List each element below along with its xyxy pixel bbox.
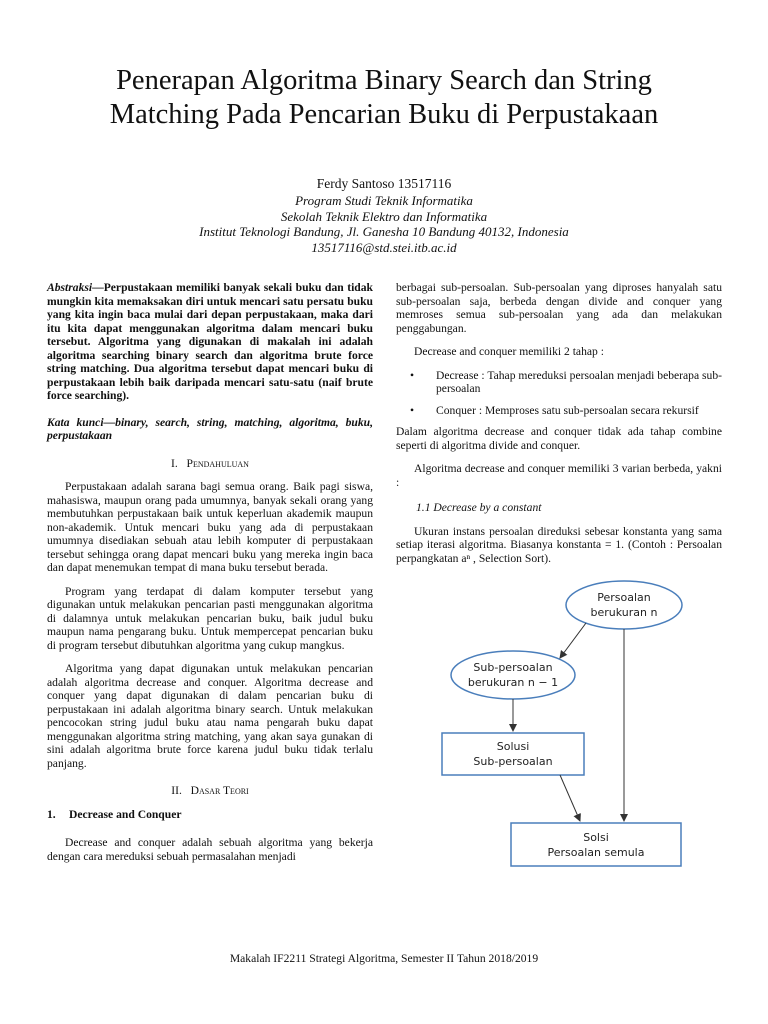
node-label-line: Persoalan semula	[547, 846, 645, 859]
paper-title	[40, 64, 728, 132]
intro-paragraph: Algoritma yang dapat digunakan untuk melakukan pencarian adalah algoritma decrease and conquer. Algoritma decrease and conquer yang dapat digunakan di dalam pencarian buku di perpustakaan ini adalah algoritma binary search. Untuk melakukan pencocokan string judul buku atau nama pengarah buku dapat menggunakan algoritma string matching, yang akan saya gunakan di sini adalah algoritma brute force karena judul buku tidak terlalu panjang.	[47, 662, 373, 770]
node-label-line: Sub-persoalan	[473, 661, 553, 674]
variants-intro: Algoritma decrease and conquer memiliki 3 varian berbeda, yakni :	[396, 462, 722, 489]
subsection-number: 1.	[47, 807, 56, 821]
section-heading-theory	[47, 784, 373, 798]
variant-heading: 1.1 Decrease by a constant	[416, 501, 542, 514]
node-label-line: Persoalan	[597, 591, 651, 604]
list-item-text: Decrease : Tahap mereduksi persoalan menjadi beberapa sub-persoalan	[436, 368, 722, 395]
node-label-line: Solsi	[583, 831, 609, 844]
node-label-line: Sub-persoalan	[473, 755, 553, 768]
abstract	[47, 281, 373, 403]
title-line-1: Penerapan Algoritma Binary Search dan String	[116, 65, 652, 96]
no-combine-text: Dalam algoritma decrease and conquer tidak ada tahap combine seperti di algoritma divide and conquer.	[396, 425, 722, 452]
bullet-icon: •	[410, 368, 415, 382]
node-subsolution-label	[442, 739, 584, 769]
affiliation	[0, 193, 768, 255]
abstract-body: —Perpustakaan memiliki banyak sekali buku dan tidak mungkin kita memaksakan diri untuk mencari satu persatu buku yang kita ingin baca mulai dari depan perpustakaan, maka dari itu kita dapat menggunakan algoritma dalam mencari buku tersebut. Algoritma yang digunakan di makalah ini adalah algoritma searching binary search dan algoritma brute force string matching. Dua algoritma tersebut dapat mencari buku di perpustakaan lebih baik daripada mencari satu-satu (naif brute force searching).	[47, 281, 373, 402]
section-heading-introduction	[47, 457, 373, 471]
section-number: I.	[171, 456, 178, 470]
affiliation-institute: Institut Teknologi Bandung, Jl. Ganesha 10 Bandung 40132, Indonesia	[199, 224, 569, 239]
decrease-by-constant-diagram	[440, 578, 686, 868]
author-email: 13517116@std.stei.itb.ac.id	[311, 239, 457, 255]
variant-text: Ukuran instans persoalan direduksi sebesar konstanta yang sama setiap iterasi algoritma. Biasanya konstanta = 1. (Contoh : Persoalan perpangkatan aⁿ , Selection Sort).	[396, 524, 722, 565]
stages-intro: Decrease and conquer memiliki 2 tahap :	[414, 345, 604, 358]
title-line-2: Matching Pada Pencarian Buku di Perpustakaan	[109, 99, 659, 130]
node-solution-label	[511, 830, 681, 860]
section-title: Pendahuluan	[186, 456, 249, 470]
bullet-icon: •	[410, 403, 415, 417]
intro-paragraph: Program yang terdapat di dalam komputer tersebut yang digunakan untuk melakukan pencarian pasti menggunakan algoritma di dalamnya untuk melakukan pencarian buku, baik judul buku maupun nama pengarang buku. Untuk mempercepat pencarian buku di program tersebut dibutuhkan algoritma yang cukup mangkus.	[47, 584, 373, 652]
dc-paragraph-continued: berbagai sub-persoalan. Sub-persoalan yang diproses hanyalah satu sub-persoalan saja, berbeda dengan divide and conquer yang memroses semua sub-persoalan yang ada dan melakukan penggabungan.	[396, 281, 722, 335]
affiliation-school: Sekolah Teknik Elektro dan Informatika	[280, 208, 488, 224]
subsection-title: Decrease and Conquer	[69, 807, 182, 821]
stages-list	[396, 369, 722, 418]
node-subproblem-label	[451, 660, 575, 690]
list-item	[396, 369, 722, 396]
section-title: Dasar Teori	[190, 784, 249, 797]
section-number: II.	[171, 784, 182, 797]
right-column	[396, 281, 722, 565]
subsection-heading	[47, 808, 373, 822]
left-column	[47, 281, 373, 863]
intro-paragraph: Perpustakaan adalah sarana bagi semua orang. Baik pagi siswa, mahasiswa, maupun orang pada umumnya, banyak sekali orang yang membutuhkan perpustakaan baik untuk keperluan akademik maupun non-akademik. Untuk mencari buku yang ada di perpustakaan umumnya disediakan sebuah atau lebih komputer di perpustakaan tersebut sehingga orang dapat mencari buku yang mereka ingin baca dan dapat menemukan tempat di mana buku tersebut berada.	[47, 480, 373, 574]
author-name: Ferdy Santoso 13517116	[316, 176, 452, 191]
arrow-problem-to-subproblem	[560, 623, 586, 658]
diagram-shapes	[440, 578, 686, 868]
node-problem-label	[568, 590, 680, 620]
list-item-text: Conquer : Memproses satu sub-persoalan secara rekursif	[436, 403, 699, 417]
affiliation-program: Program Studi Teknik Informatika	[295, 193, 473, 208]
node-label-line: berukuran n − 1	[467, 676, 559, 689]
page-footer: Makalah IF2211 Strategi Algoritma, Semester II Tahun 2018/2019	[229, 952, 539, 965]
list-item	[396, 404, 722, 418]
keywords: Kata kunci—binary, search, string, matching, algoritma, buku, perpustakaan	[47, 415, 373, 442]
dc-paragraph: Decrease and conquer adalah sebuah algoritma yang bekerja dengan cara mereduksi sebuah permasalahan menjadi	[47, 836, 373, 863]
arrow-subsolution-to-solution	[560, 775, 580, 821]
node-label-line: berukuran n	[590, 606, 658, 619]
node-label-line: Solusi	[496, 740, 530, 753]
abstract-label: Abstraksi	[47, 281, 93, 294]
